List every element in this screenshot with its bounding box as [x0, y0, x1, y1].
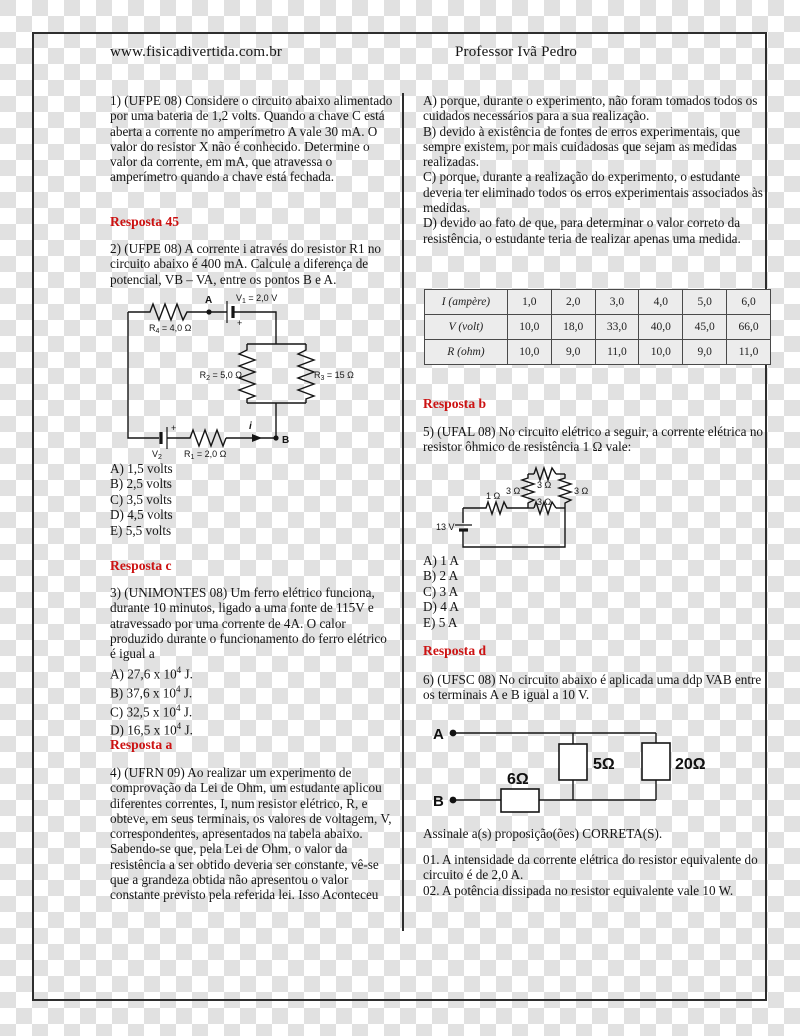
answer-key-2: Resposta c [110, 558, 172, 573]
node-b-dot [273, 435, 278, 440]
label-plus-bottom: + [171, 423, 177, 433]
label-terminal-a: A [433, 726, 444, 743]
answer-key-1: Resposta 45 [110, 214, 180, 229]
question-2-text: 2) (UFPE 08) A corrente i através do resistor R1 no circuito abaixo é 400 mA. Calcule a diferença de potencial, VB – VA, entre os pontos B e A. [110, 241, 382, 287]
answer-option: C) 3 A [423, 583, 459, 599]
answer-option: E) 5 A [423, 614, 458, 630]
propositions [423, 852, 771, 898]
label-r3-left: 3 Ω [506, 486, 521, 496]
question-3-text: 3) (UNIMONTES 08) Um ferro elétrico funciona, durante 10 minutos, ligado a uma fonte de 115V e atravessado por uma corrente de 4A. O calor produzido durante o funcionamento do ferro elétrico é igual a [110, 585, 387, 662]
label-battery-13v: 13 V [436, 522, 455, 532]
answer-option: D) devido ao fato de que, para determinar o valor correto da resistência, o estudante teria de realizar apenas uma medida. [423, 215, 741, 246]
label-r3-mid: 3 Ω [537, 497, 552, 507]
answer-option: B) 37,6 x $10^4$ J. [110, 683, 193, 701]
answer-option: D) 4,5 volts [110, 507, 173, 523]
node-a-dot [206, 309, 211, 314]
site-url: www.fisicadivertida.com.br [110, 44, 283, 60]
answer-option: B) devido à existência de fontes de erros experimentais, que sempre existem, por mais cuidadosas que sejam as medidas realizadas. [423, 123, 741, 170]
question-5-answers [423, 553, 459, 630]
ohm-law-table [424, 289, 771, 365]
label-r3-right: 3 Ω [574, 486, 589, 496]
table-row: V (volt) 10,0 18,0 33,0 40,0 45,0 66,0 [425, 315, 771, 340]
answer-key-3: Resposta a [110, 737, 173, 752]
answer-option: A) 1,5 volts [110, 461, 173, 476]
label-v2: $V_2$ [152, 449, 162, 461]
circuit-diagram-q6 [423, 718, 723, 820]
assinale-instruction: Assinale a(s) proposição(ões) CORRETA(S). [423, 826, 663, 841]
terminal-b-dot [450, 797, 457, 804]
answer-option: D) 16,5 x $10^4$ J. [110, 721, 193, 738]
resistor-6ohm-box [501, 789, 539, 812]
answer-option: A) porque, durante o experimento, não foram tomados todos os cuidados necessários para a sua realização. [423, 93, 758, 124]
answer-option: E) 5,5 volts [110, 522, 172, 538]
column-divider [402, 93, 404, 931]
question-4-text: 4) (UFRN 09) Ao realizar um experimento de comprovação da Lei de Ohm, um estudante aplicou diferentes correntes, I, num resistor elétrico, R, e obteve, em seus terminais, os valores de voltagem, V, correspondentes, apresentados na tabela abaixo. Sabendo-se que, pela Lei de Ohm, o valor da resistência a ser obtido deveria ser constante, vê-se que a grandeza obtida não apresentou o valor constante previsto pela referida lei. Isso Aconteceu [110, 765, 392, 903]
answer-option: C) porque, durante a realização do experimento, o estudante deveria ter eliminado todos os erros experimentais associados às medidas. [423, 169, 763, 216]
label-r-1ohm: 1 Ω [486, 491, 501, 501]
proposition-02: 02. A potência dissipada no resistor equivalente vale 10 W. [423, 882, 734, 898]
label-r4: $R_4 = 4,0$ Ω [149, 323, 192, 335]
answer-key-4: Resposta b [423, 396, 487, 411]
answer-key-5: Resposta d [423, 643, 487, 658]
circuit-diagram-q2 [114, 293, 376, 463]
question-1-text: 1) (UFPE 08) Considere o circuito abaixo alimentado por uma bateria de 1,2 volts. Quando a chave C está aberta a corrente no amperímetro A vale 30 mA. O valor do resistor X não é conhecido. Determine o valor da corrente, em mA, que atravessa o amperímetro quando a chave está fechada. [110, 93, 393, 185]
current-arrow [252, 434, 262, 442]
table-row: I (ampère) 1,0 2,0 3,0 4,0 5,0 6,0 [425, 290, 771, 315]
answer-option: A) 1 A [423, 553, 459, 568]
question-5-text: 5) (UFAL 08) No circuito elétrico a seguir, a corrente elétrica no resistor ôhmico de resistência 1 Ω vale: [423, 424, 764, 455]
answer-option: B) 2,5 volts [110, 476, 172, 492]
table-row: R (ohm) 10,0 9,0 11,0 10,0 9,0 11,0 [425, 340, 771, 365]
proposition-01: 01. A intensidade da corrente elétrica do resistor equivalente do circuito é de 2,0 A. [423, 852, 758, 883]
label-plus-top: + [237, 318, 243, 328]
question-6-text: 6) (UFSC 08) No circuito abaixo é aplicada uma ddp VAB entre os terminais A e B igual a 10 V. [423, 672, 762, 703]
label-r3-top: 3 Ω [537, 480, 552, 490]
resistor-5ohm-box [559, 744, 587, 780]
answer-option: C) 3,5 volts [110, 491, 172, 507]
label-v1: $V_1 = 2,0$ V [236, 293, 278, 305]
question-3-answers [110, 663, 193, 738]
professor-name: Professor Ivã Pedro [455, 44, 578, 60]
circuit-diagram-q5 [428, 459, 598, 555]
question-4-options [423, 93, 771, 246]
label-r1: $R_1 = 2,0$ Ω [184, 449, 227, 461]
label-node-a: A [205, 295, 213, 306]
label-current-i: i [249, 421, 252, 432]
answer-option: A) 27,6 x $10^4$ J. [110, 665, 193, 682]
label-node-b: B [282, 435, 290, 446]
label-r3: $R_3 = 15$ Ω [314, 370, 354, 382]
label-6ohm: 6Ω [507, 771, 529, 788]
answer-option: D) 4 A [423, 599, 459, 615]
label-20ohm: 20Ω [675, 756, 706, 773]
answer-option: C) 32,5 x $10^4$ J. [110, 702, 193, 719]
label-terminal-b: B [433, 793, 444, 810]
resistor-20ohm-box [642, 743, 670, 780]
label-5ohm: 5Ω [593, 756, 615, 773]
label-r2: $R_2 = 5,0$ Ω [199, 370, 242, 382]
terminal-a-dot [450, 730, 457, 737]
answer-option: B) 2 A [423, 568, 459, 584]
question-2-answers [110, 461, 173, 538]
